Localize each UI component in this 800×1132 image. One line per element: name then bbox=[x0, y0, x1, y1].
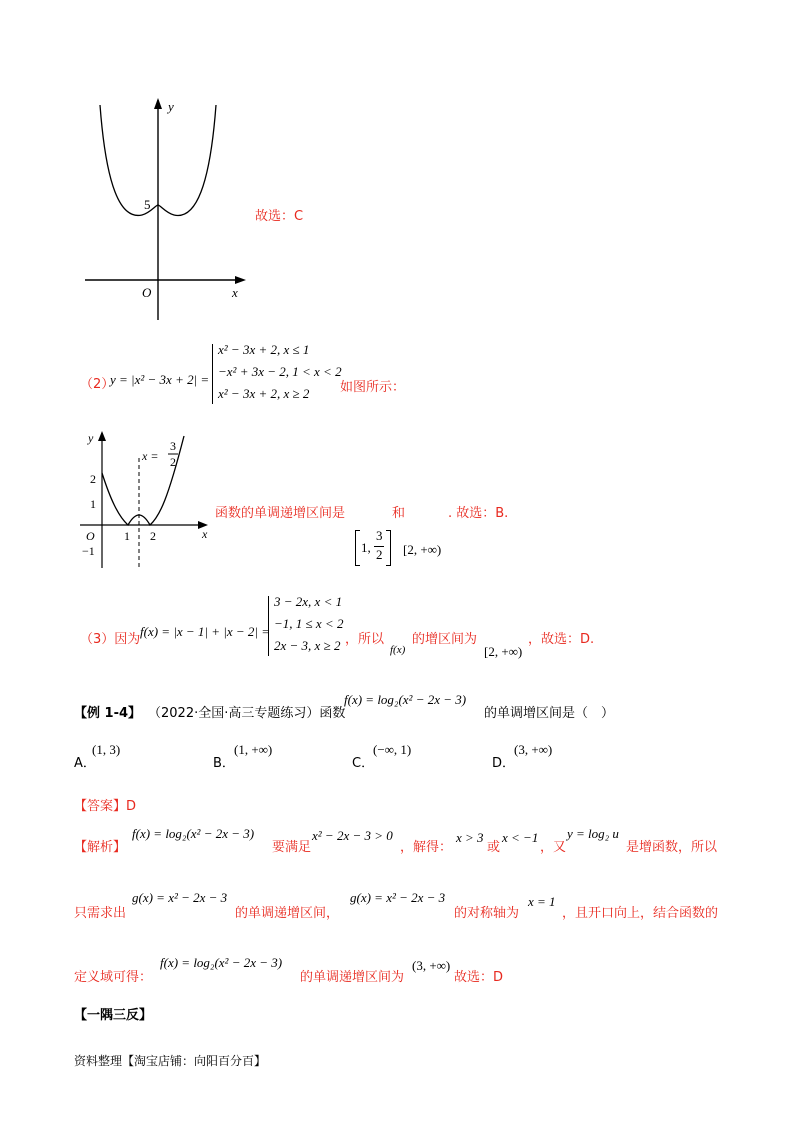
graph2-y-arrow bbox=[98, 431, 106, 441]
s3-interval: [2, +∞) bbox=[484, 644, 523, 659]
analysis-l3-t1: 定义域可得： bbox=[74, 970, 153, 985]
s2-text-main: 函数的单调递增区间是 bbox=[215, 506, 346, 521]
example-source: （2022·全国·高三专题练习）函数 bbox=[148, 706, 346, 721]
option-b-value: (1, +∞) bbox=[234, 742, 273, 757]
s2-int1-den: 2 bbox=[376, 547, 383, 562]
analysis-l1-y: y = log₂ u bbox=[567, 826, 619, 841]
s2-brace bbox=[212, 344, 213, 404]
example-label: 【例 1-4】 bbox=[74, 706, 142, 721]
graph2-ytick-neg1: −1 bbox=[82, 544, 95, 558]
s3-mid: ，所以 bbox=[345, 632, 385, 647]
s2-text-end: . 故选：B. bbox=[448, 506, 509, 521]
graph1-x-arrow bbox=[235, 276, 246, 284]
s2-prefix: （2） bbox=[80, 377, 115, 392]
graph2-frac-den: 2 bbox=[170, 455, 176, 469]
graph2-line-label: x = bbox=[142, 449, 159, 463]
s3-brace bbox=[268, 596, 269, 656]
analysis-l1-t5: 是增函数，所以 bbox=[626, 840, 718, 855]
s2-case-2: −x² + 3x − 2, 1 < x < 2 bbox=[218, 364, 342, 379]
s3-lhs: f(x) = |x − 1| + |x − 2| = bbox=[140, 624, 270, 639]
s2-int1-left: 1, bbox=[361, 540, 371, 555]
s2-int1-bracket-left bbox=[355, 530, 360, 566]
section-title: 【一隅三反】 bbox=[74, 1008, 153, 1023]
graph2-origin: O bbox=[86, 529, 95, 543]
s3-prefix: （3）因为 bbox=[80, 632, 141, 647]
analysis-l2-t1: 只需求出 bbox=[74, 906, 127, 921]
analysis-l1-f: f(x) = log₂(x² − 2x − 3) bbox=[132, 826, 255, 841]
s2-text-and: 和 bbox=[392, 506, 406, 521]
graph-1 bbox=[80, 95, 250, 325]
analysis-l1-b: x < −1 bbox=[502, 830, 539, 845]
s2-interval-1 bbox=[355, 530, 391, 566]
analysis-l3-f: f(x) = log₂(x² − 2x − 3) bbox=[160, 955, 283, 970]
option-d-letter: D． bbox=[492, 756, 516, 771]
s2-int1-bracket-right bbox=[386, 530, 391, 566]
option-c-letter: C． bbox=[352, 756, 375, 771]
analysis-l2-g2: g(x) = x² − 2x − 3 bbox=[350, 890, 446, 905]
analysis-l1-a: x > 3 bbox=[456, 830, 484, 845]
graph1-x-label: x bbox=[232, 285, 238, 300]
analysis-l1-t4: ，又 bbox=[540, 840, 567, 855]
analysis-l3-t2: 的单调递增区间为 bbox=[300, 970, 405, 985]
s2-interval-2: [2, +∞) bbox=[403, 542, 442, 557]
analysis-label: 【解析】 bbox=[74, 840, 127, 855]
option-a-value: (1, 3) bbox=[92, 742, 121, 757]
graph-2 bbox=[80, 428, 220, 573]
s3-fx: f(x) bbox=[390, 644, 406, 656]
option-c-value: (−∞, 1) bbox=[373, 742, 412, 757]
analysis-l2-t2: 的单调递增区间， bbox=[235, 906, 340, 921]
s2-suffix: 如图所示： bbox=[340, 380, 406, 395]
graph2-xtick-1: 1 bbox=[124, 529, 130, 543]
graph2-x-label: x bbox=[202, 527, 208, 541]
graph1-y-arrow bbox=[154, 98, 162, 109]
graph2-xtick-2: 2 bbox=[150, 529, 156, 543]
analysis-l1-t1: 要满足 bbox=[272, 840, 312, 855]
graph2-ytick-2: 2 bbox=[90, 472, 96, 486]
footer-text: 资料整理【淘宝店铺：向阳百分百】 bbox=[74, 1054, 267, 1068]
analysis-l1-t2: ，解得： bbox=[400, 840, 453, 855]
s2-int1-num: 3 bbox=[376, 528, 383, 543]
analysis-l1-cond: x² − 2x − 3 > 0 bbox=[312, 828, 393, 843]
s3-case-2: −1, 1 ≤ x < 2 bbox=[274, 616, 344, 631]
option-d-value: (3, +∞) bbox=[514, 742, 553, 757]
graph2-ytick-1: 1 bbox=[90, 497, 96, 511]
analysis-l2-g: g(x) = x² − 2x − 3 bbox=[132, 890, 228, 905]
analysis-l1-t3: 或 bbox=[487, 840, 501, 855]
graph2-frac-num: 3 bbox=[170, 439, 176, 453]
answer: 【答案】D bbox=[74, 799, 137, 814]
analysis-l2-x: x = 1 bbox=[528, 894, 556, 909]
option-a-letter: A． bbox=[74, 756, 96, 771]
s2-case-3: x² − 3x + 2, x ≥ 2 bbox=[218, 386, 310, 401]
s3-case-1: 3 − 2x, x < 1 bbox=[274, 594, 343, 609]
graph2-y-label: y bbox=[88, 431, 94, 445]
graph1-tick-5: 5 bbox=[144, 197, 151, 212]
analysis-l2-t4: ，且开口向上，结合函数的 bbox=[562, 906, 719, 921]
s1-answer: 故选：C bbox=[255, 209, 304, 224]
s2-case-1: x² − 3x + 2, x ≤ 1 bbox=[218, 342, 310, 357]
analysis-l3-t3: 故选：D bbox=[454, 970, 504, 985]
s3-case-3: 2x − 3, x ≥ 2 bbox=[274, 638, 341, 653]
s2-lhs: y = |x² − 3x + 2| = bbox=[110, 372, 210, 387]
graph1-y-label: y bbox=[168, 99, 174, 114]
s3-end: ，故选：D. bbox=[528, 632, 595, 647]
option-b-letter: B． bbox=[213, 756, 235, 771]
analysis-l2-t3: 的对称轴为 bbox=[454, 906, 520, 921]
example-tail: 的单调增区间是（ ） bbox=[484, 706, 615, 721]
graph1-origin: O bbox=[142, 285, 152, 300]
example-func: f(x) = log₂(x² − 2x − 3) bbox=[344, 692, 467, 707]
s3-mid2: 的增区间为 bbox=[412, 632, 478, 647]
analysis-l3-int: (3, +∞) bbox=[412, 958, 451, 973]
